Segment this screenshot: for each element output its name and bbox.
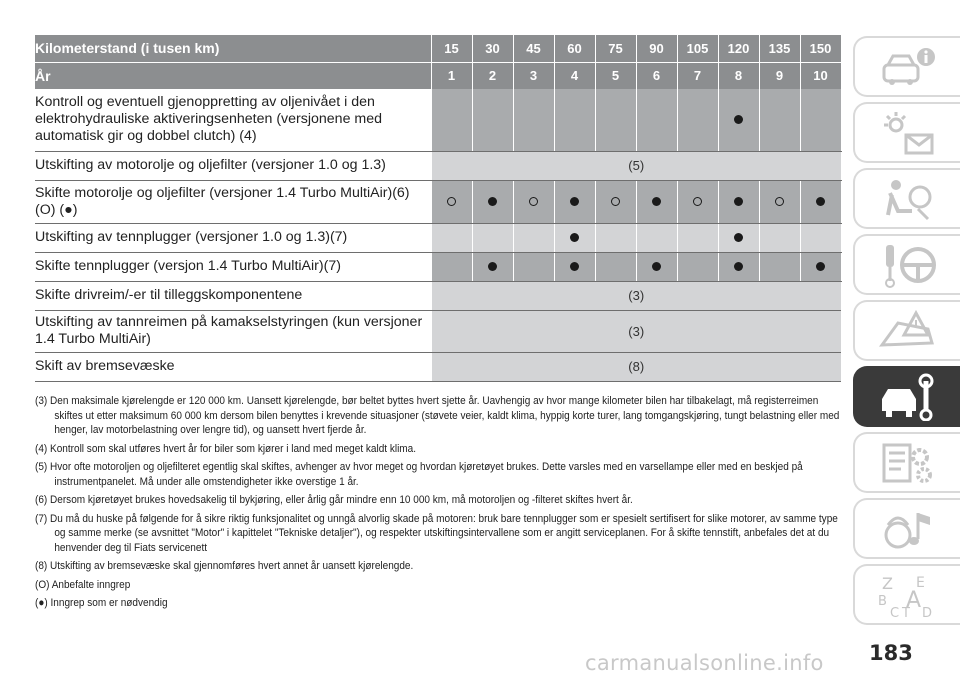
schedule-cell [431,223,472,252]
schedule-cell [636,89,677,151]
schedule-cell [759,223,800,252]
schedule-cell [431,89,472,151]
chapter-tab[interactable] [853,366,960,427]
schedule-cell [800,89,841,151]
year-value: 6 [636,62,677,89]
schedule-cell [595,180,636,223]
table-row [35,223,841,252]
footnote: (3) Den maksimale kjørelengde er 120 000 km. Uansett kjørelengde, bør beltet byttes hvert sjette år. Uavhengig av hvor mange kilometer bilen har tilbakelagt, må registerreimen skiftes ut etter maksimum 60 000 km dersom bilen benyttes i krevende situasjoner (støvete veier, kaldt klima, hyppig korte turer, lang tomgangskjøring, tungt belastning eller med henger, lav motorbelastning over lengre tid), og uansett hvert fjerde år. [35,395,840,436]
schedule-cell [595,252,636,281]
schedule-cell [677,89,718,151]
required-mark-icon [570,197,579,206]
schedule-cell [554,180,595,223]
km-value: 120 [718,35,759,62]
schedule-cell [759,252,800,281]
schedule-cell [677,252,718,281]
schedule-cell [759,89,800,151]
chapter-tab[interactable] [853,168,960,229]
chapter-tab[interactable] [853,564,960,625]
km-value: 135 [759,35,800,62]
alphabetical-index-icon [876,571,940,619]
seat-airbag-icon [876,175,940,223]
watermark: carmanualsonline.info [585,651,824,675]
km-header-row [35,35,841,62]
maintenance-schedule-table [35,35,842,382]
year-value: 2 [472,62,513,89]
required-mark-icon [488,262,497,271]
recommended-mark-icon [775,197,784,206]
svg-text:C: C [889,605,899,619]
row-note-reference: (5) [431,151,841,180]
year-header-row [35,62,841,89]
svg-text:B: B [877,593,887,609]
car-info-icon [876,43,940,91]
schedule-cell [800,252,841,281]
required-mark-icon [488,197,497,206]
table-row [35,180,841,223]
footnote: (7) Du må du huske på følgende for å sikre riktig funksjonalitet og unngå alvorlig skade på motoren: bruk bare tennplugger som er spesielt sertifisert for slike motorer, av samme type og samme merke (se avsnittet "Motor" i kapittelet "Tekniske detaljer"), og respekter utskiftingsintervallene som er angitt serviceplanen. For å skifte tennstift, anbefales det at du henvender deg til Fiats servicenett [35,512,838,554]
chapter-tab[interactable] [853,102,960,163]
chapter-tab[interactable] [853,498,960,559]
row-description: Skifte motorolje og oljefilter (versjoner 1.4 Turbo MultiAir)(6) (O) (●) [35,180,431,223]
schedule-cell [472,89,513,151]
required-mark-icon [734,197,743,206]
row-note-reference: (3) [431,310,841,352]
schedule-cell [554,223,595,252]
required-mark-icon [652,197,661,206]
km-value: 60 [554,35,595,62]
schedule-cell [636,180,677,223]
required-mark-icon [734,233,743,242]
table-row [35,252,841,281]
svg-text:A: A [905,587,921,613]
schedule-cell [431,252,472,281]
schedule-cell [472,252,513,281]
required-mark-icon [734,262,743,271]
km-value: 75 [595,35,636,62]
year-value: 7 [677,62,718,89]
chapter-tab[interactable] [853,300,960,361]
year-value: 5 [595,62,636,89]
recommended-mark-icon [447,197,456,206]
recommended-mark-icon [693,197,702,206]
footnote: (5) Hvor ofte motoroljen og oljefilteret egentlig skal skiftes, avhenger av hvor meget og hvordan kjøretøyet brukes. Dette varsles med en varsellampe eller med en beskjed på instrumentpanelet. Må under alle omstendigheter ikke overstige 1 år. [35,461,803,488]
schedule-cell [431,180,472,223]
schedule-cell [636,223,677,252]
schedule-cell [718,89,759,151]
row-description: Utskifting av tennplugger (versjoner 1.0 og 1.3)(7) [35,223,431,252]
km-value: 150 [800,35,841,62]
schedule-cell [677,180,718,223]
svg-text:T: T [901,605,910,619]
legend-required: (●) Inngrep som er nødvendig [35,597,168,609]
required-mark-icon [570,233,579,242]
required-mark-icon [734,115,743,124]
schedule-cell [636,252,677,281]
year-value: 4 [554,62,595,89]
footnotes [35,394,841,615]
row-note-reference: (8) [431,352,841,381]
schedule-cell [513,89,554,151]
chapter-tab[interactable] [853,432,960,493]
multimedia-icon [876,505,940,553]
svg-text:Z: Z [881,573,893,593]
chapter-tab[interactable] [853,36,960,97]
footnote: (8) Utskifting av bremsevæske skal gjennomføres hvert annet år uansett kjørelengde. [35,560,414,572]
required-mark-icon [816,262,825,271]
km-value: 45 [513,35,554,62]
svg-text:E: E [915,574,925,591]
km-header-label: Kilometerstand (i tusen km) [35,35,431,62]
table-row [35,89,841,151]
row-description: Skifte tennplugger (versjon 1.4 Turbo MultiAir)(7) [35,252,431,281]
schedule-cell [595,223,636,252]
schedule-cell [800,223,841,252]
page-number: 183 [869,641,913,665]
legend-recommended: (O) Anbefalte inngrep [35,578,131,591]
km-value: 90 [636,35,677,62]
schedule-cell [554,89,595,151]
schedule-cell [800,180,841,223]
recommended-mark-icon [529,197,538,206]
chapter-sidebar [853,36,960,630]
year-value: 1 [431,62,472,89]
year-value: 9 [759,62,800,89]
km-value: 30 [472,35,513,62]
year-value: 8 [718,62,759,89]
km-value: 105 [677,35,718,62]
year-value: 10 [800,62,841,89]
schedule-cell [718,180,759,223]
key-steering-wheel-icon [876,241,940,289]
car-wrench-icon [876,373,940,421]
footnote: (6) Dersom kjøretøyet brukes hovedsakelig til bykjøring, eller årlig går mindre enn 10 000 km, må motoroljen og -filteret skiftes hvert år. [35,494,633,506]
schedule-cell [554,252,595,281]
schedule-cell [595,89,636,151]
required-mark-icon [816,197,825,206]
year-header-label: År [35,62,431,89]
row-description: Kontroll og eventuell gjenoppretting av oljenivået i den elektrohydrauliske aktiveringsenheten (versjonene med automatisk gir og dobbel clutch) (4) [35,89,431,151]
table-row [35,151,841,180]
table-row [35,352,841,381]
table-row [35,310,841,352]
schedule-cell [718,252,759,281]
required-mark-icon [570,262,579,271]
car-breakdown-icon [876,307,940,355]
table-row [35,281,841,310]
chapter-tab[interactable] [853,234,960,295]
schedule-cell [718,223,759,252]
row-description: Skifte drivreim/-er til tilleggskomponentene [35,281,431,310]
svg-text:D: D [921,605,932,619]
year-value: 3 [513,62,554,89]
row-description: Skift av bremsevæske [35,352,431,381]
schedule-cell [513,180,554,223]
schedule-cell [759,180,800,223]
specifications-gears-icon [876,439,940,487]
km-value: 15 [431,35,472,62]
schedule-cell [513,223,554,252]
row-note-reference: (3) [431,281,841,310]
recommended-mark-icon [611,197,620,206]
schedule-cell [677,223,718,252]
footnote: (4) Kontroll som skal utføres hvert år for biler som kjører i land med meget kaldt klima. [35,442,417,455]
row-description: Utskifting av tannreimen på kamakselstyringen (kun versjoner 1.4 Turbo MultiAir) [35,310,431,352]
required-mark-icon [652,262,661,271]
row-description: Utskifting av motorolje og oljefilter (versjoner 1.0 og 1.3) [35,151,431,180]
warning-light-message-icon [876,109,940,157]
schedule-cell [472,223,513,252]
schedule-cell [472,180,513,223]
schedule-cell [513,252,554,281]
